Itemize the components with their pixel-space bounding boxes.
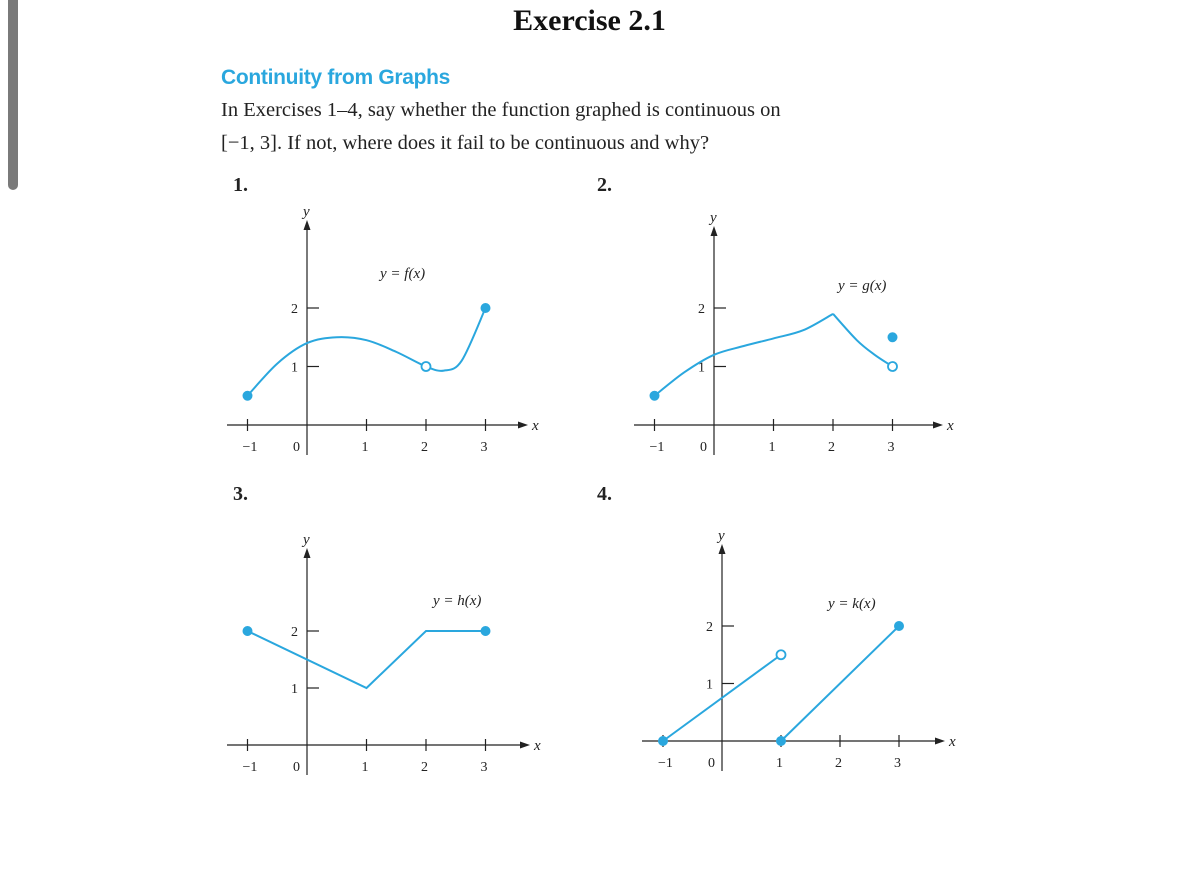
exercise-number-4: 4. [597,483,612,505]
graph-3-x-arrow [520,742,530,749]
graph-2-x-tick-label: 1 [768,440,776,455]
graph-2-x-tick-label: 3 [887,440,895,455]
graph-1-y-axis-label: y [303,204,310,220]
graph-2-x-tick-label: −1 [649,440,665,455]
graph-2-x-arrow [933,422,943,429]
graph-1-x-tick-label: 3 [480,440,488,455]
graph-4-closed-dot [658,736,668,746]
graph-3-function-label: y = h(x) [433,593,482,609]
graph-1-open-dot [422,362,431,371]
graph-3-x-axis-label: x [534,738,541,754]
graph-3-closed-dot [243,626,253,636]
graph-3-x-tick-label: 3 [480,760,488,775]
graph-2-x-tick-label: 0 [700,440,707,455]
graph-1-closed-dot [243,391,253,401]
page-title: Exercise 2.1 [513,4,666,37]
intro-line-1: In Exercises 1–4, say whether the function graphed is continuous on [221,99,781,121]
graph-1-x-axis-label: x [532,418,539,434]
graph-4-y-tick-label: 1 [706,677,713,693]
graph-4-y-tick-label: 2 [706,620,713,635]
graph-3-y-arrow [304,548,311,558]
graph-3-closed-dot [481,626,491,636]
exercise-number-3: 3. [233,483,248,505]
section-heading: Continuity from Graphs [221,66,451,89]
graph-4-y-arrow [719,544,726,554]
graph-4-open-dot [777,650,786,659]
graph-1-x-tick-label: 2 [421,440,428,455]
exercise-number-2: 2. [597,174,612,196]
graph-1-x-tick-label: −1 [242,440,258,455]
graph-1-x-tick-label: 1 [361,440,369,455]
graph-2-curve-segment [833,314,893,367]
intro-line-2: [−1, 3]. If not, where does it fail to be continuous and why? [221,132,710,154]
graph-3-y-tick-label: 2 [291,625,298,640]
graph-1-closed-dot [481,303,491,313]
graph-4-x-tick-label: 1 [776,756,783,771]
graph-2-closed-dot [650,391,660,401]
graph-2-function-label: y = g(x) [838,278,887,294]
graph-2-x-axis-label: x [947,418,954,434]
graph-4-curve-segment [781,626,899,741]
graph-4-x-arrow [935,738,945,745]
graph-1-x-arrow [518,422,528,429]
graph-4-closed-dot [776,736,786,746]
graph-4-x-tick-label: 2 [835,756,842,771]
graph-3-x-tick-label: 1 [361,760,369,775]
graph-2-open-dot [888,362,897,371]
graph-2-y-arrow [711,226,718,236]
graph-3-y-tick-label: 1 [291,682,298,697]
graph-2-y-axis-label: y [710,210,717,226]
exercise-number-1: 1. [233,174,248,196]
graph-4-x-tick-label: 3 [894,756,901,771]
graph-1-y-tick-label: 1 [291,360,298,376]
graph-1-function-label: y = f(x) [380,266,426,282]
graph-2-y-tick-label: 2 [698,302,705,317]
graph-4-closed-dot [894,621,904,631]
graph-3-x-tick-label: 0 [293,760,300,775]
graph-2-x-tick-label: 2 [828,440,835,455]
graph-3-y-axis-label: y [303,532,310,548]
graph-3-x-tick-label: −1 [242,760,258,775]
graph-2-curve-segment [655,314,834,396]
graph-4-y-axis-label: y [718,528,725,544]
graph-4-x-axis-label: x [949,734,956,750]
graph-4-function-label: y = k(x) [828,596,876,612]
graph-3-x-tick-label: 2 [421,760,428,775]
graph-4-x-tick-label: 0 [708,756,715,771]
graph-4-x-tick-label: −1 [658,756,673,771]
graph-2-y-tick-label: 1 [698,360,705,376]
graph-1-x-tick-label: 0 [293,440,300,455]
graph-3-curve-segment [248,631,486,688]
graph-1-curve-segment [248,308,486,396]
graph-1-y-arrow [304,220,311,230]
graph-2-closed-dot [888,332,898,342]
graph-1-y-tick-label: 2 [291,302,298,317]
